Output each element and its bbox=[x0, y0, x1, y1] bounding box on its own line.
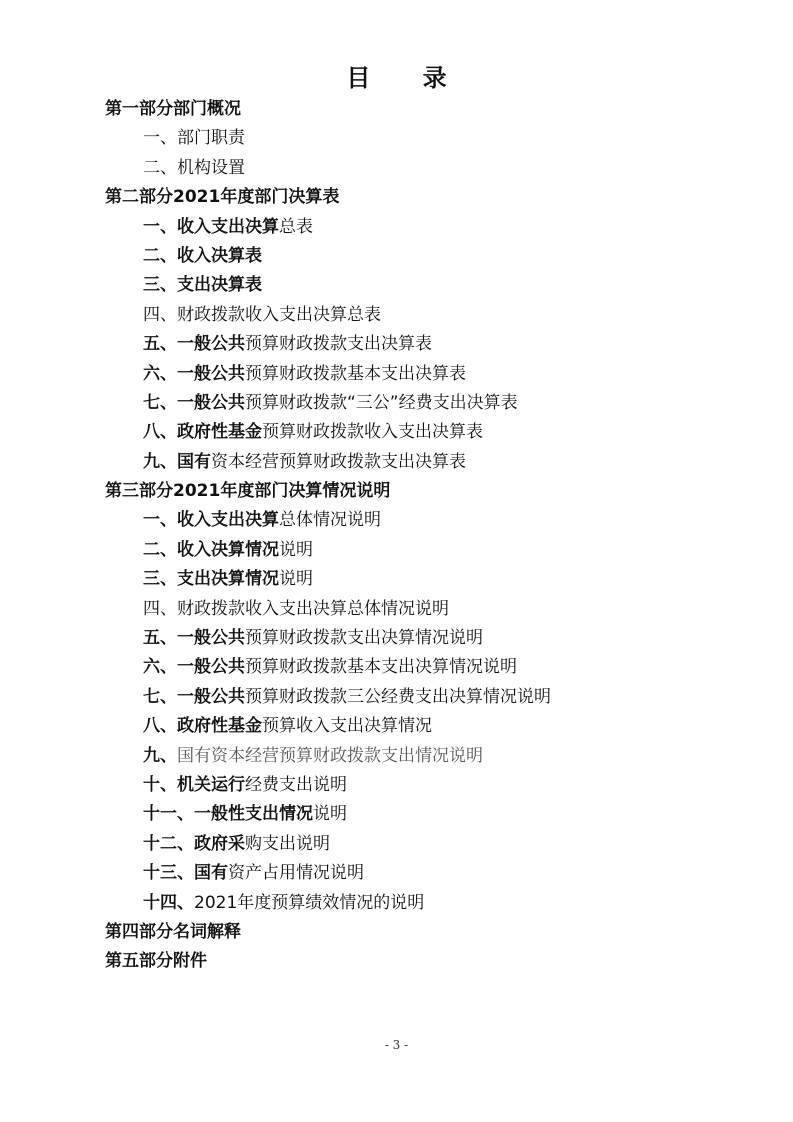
toc-entry[interactable] bbox=[0, 389, 793, 418]
toc-entry-bold-text: 一、收入支出决算 bbox=[143, 216, 279, 237]
toc-entry-text: 说明 bbox=[279, 569, 313, 590]
toc-entry-bold-text: 六、一般公共 bbox=[143, 657, 245, 678]
toc-entry-text: 预算财政拨款支出决算表 bbox=[245, 334, 432, 355]
toc-entry[interactable] bbox=[0, 536, 793, 565]
toc-entry[interactable] bbox=[0, 330, 793, 359]
toc-entry-text: 预算收入支出决算情况 bbox=[262, 716, 432, 737]
toc-entry-text: 购支出说明 bbox=[245, 833, 330, 854]
toc-entry-bold-text: 五、一般公共 bbox=[143, 334, 245, 355]
page-number: - 3 - bbox=[384, 1038, 409, 1052]
toc-entry-bold-text: 八、政府性基金 bbox=[143, 716, 262, 737]
toc-entry-bold-text: 一、收入支出决算 bbox=[143, 510, 279, 531]
toc-entry-text: 四、财政拨款收入支出决算总表 bbox=[143, 304, 381, 325]
toc-entry-text: 总表 bbox=[279, 216, 313, 237]
toc-part-heading[interactable]: 第二部分2021年度部门决算表 bbox=[105, 187, 340, 208]
toc-entry-bold-text: 五、一般公共 bbox=[143, 628, 245, 649]
toc-entry-bold-text: 八、政府性基金 bbox=[143, 422, 262, 443]
toc-entry-bold-text: 九、 bbox=[143, 745, 177, 766]
toc-entry[interactable] bbox=[0, 124, 793, 153]
toc-entry-text: 说明 bbox=[279, 539, 313, 560]
toc-entry-text: 预算财政拨款“三公”经费支出决算表 bbox=[245, 392, 518, 413]
toc-entry-text: 说明 bbox=[313, 804, 347, 825]
toc-entry-bold-text: 二、收入决算表 bbox=[143, 245, 262, 266]
toc-entry[interactable] bbox=[0, 830, 793, 859]
toc-entry-bold-text: 十二、政府采 bbox=[143, 833, 245, 854]
toc-entry-text: 二、机构设置 bbox=[143, 157, 245, 178]
toc-part-heading[interactable]: 第四部分名词解释 bbox=[105, 921, 241, 942]
toc-entry[interactable] bbox=[0, 624, 793, 653]
toc-entry[interactable] bbox=[0, 506, 793, 535]
toc-entry-bold-text: 十四、 bbox=[143, 892, 194, 913]
toc-entry-text: 预算财政拨款基本支出决算情况说明 bbox=[245, 657, 517, 678]
toc-entry-text: 资本经营预算财政拨款支出决算表 bbox=[211, 451, 466, 472]
toc-part-heading[interactable]: 第五部分附件 bbox=[105, 951, 207, 972]
table-of-contents bbox=[0, 95, 793, 977]
toc-entry[interactable] bbox=[0, 213, 793, 242]
toc-entry-text: 预算财政拨款三公经费支出决算情况说明 bbox=[245, 686, 551, 707]
toc-entry[interactable] bbox=[0, 889, 793, 918]
toc-entry-text: 国有资本经营预算财政拨款支出情况说明 bbox=[177, 745, 483, 766]
toc-entry[interactable] bbox=[0, 653, 793, 682]
toc-entry-bold-text: 七、一般公共 bbox=[143, 392, 245, 413]
toc-entry[interactable] bbox=[0, 859, 793, 888]
toc-entry-bold-text: 二、收入决算情况 bbox=[143, 539, 279, 560]
toc-entry[interactable] bbox=[0, 301, 793, 330]
toc-entry[interactable] bbox=[0, 154, 793, 183]
toc-entry[interactable] bbox=[0, 565, 793, 594]
toc-entry-bold-text: 三、支出决算情况 bbox=[143, 569, 279, 590]
toc-entry-bold-text: 十、机关运行 bbox=[143, 774, 245, 795]
toc-entry-text: 经费支出说明 bbox=[245, 774, 347, 795]
toc-entry[interactable] bbox=[0, 742, 793, 771]
toc-entry[interactable] bbox=[0, 242, 793, 271]
toc-entry-text: 总体情况说明 bbox=[279, 510, 381, 531]
toc-entry-text: 一、部门职责 bbox=[143, 128, 245, 149]
toc-entry-bold-text: 三、支出决算表 bbox=[143, 275, 262, 296]
toc-entry-text: 2021年度预算绩效情况的说明 bbox=[194, 892, 425, 913]
toc-part-heading[interactable]: 第一部分部门概况 bbox=[105, 99, 241, 119]
toc-title: 目 录 bbox=[346, 64, 469, 92]
toc-entry[interactable] bbox=[0, 800, 793, 829]
toc-entry-text: 预算财政拨款基本支出决算表 bbox=[245, 363, 466, 384]
toc-entry[interactable] bbox=[0, 271, 793, 300]
toc-entry-text: 预算财政拨款支出决算情况说明 bbox=[245, 628, 483, 649]
toc-entry[interactable] bbox=[0, 360, 793, 389]
toc-entry-bold-text: 七、一般公共 bbox=[143, 686, 245, 707]
toc-entry[interactable] bbox=[0, 683, 793, 712]
toc-entry-text: 预算财政拨款收入支出决算表 bbox=[262, 422, 483, 443]
toc-entry-bold-text: 九、国有 bbox=[143, 451, 211, 472]
toc-entry-bold-text: 十三、国有 bbox=[143, 863, 228, 884]
toc-entry[interactable] bbox=[0, 712, 793, 741]
toc-entry[interactable] bbox=[0, 771, 793, 800]
toc-entry[interactable] bbox=[0, 418, 793, 447]
toc-entry-text: 四、财政拨款收入支出决算总体情况说明 bbox=[143, 598, 449, 619]
toc-entry-bold-text: 六、一般公共 bbox=[143, 363, 245, 384]
toc-entry-bold-text: 十一、一般性支出情况 bbox=[143, 804, 313, 825]
toc-entry-text: 资产占用情况说明 bbox=[228, 863, 364, 884]
toc-entry[interactable] bbox=[0, 595, 793, 624]
toc-part-heading[interactable]: 第三部分2021年度部门决算情况说明 bbox=[105, 481, 391, 502]
toc-entry[interactable] bbox=[0, 448, 793, 477]
